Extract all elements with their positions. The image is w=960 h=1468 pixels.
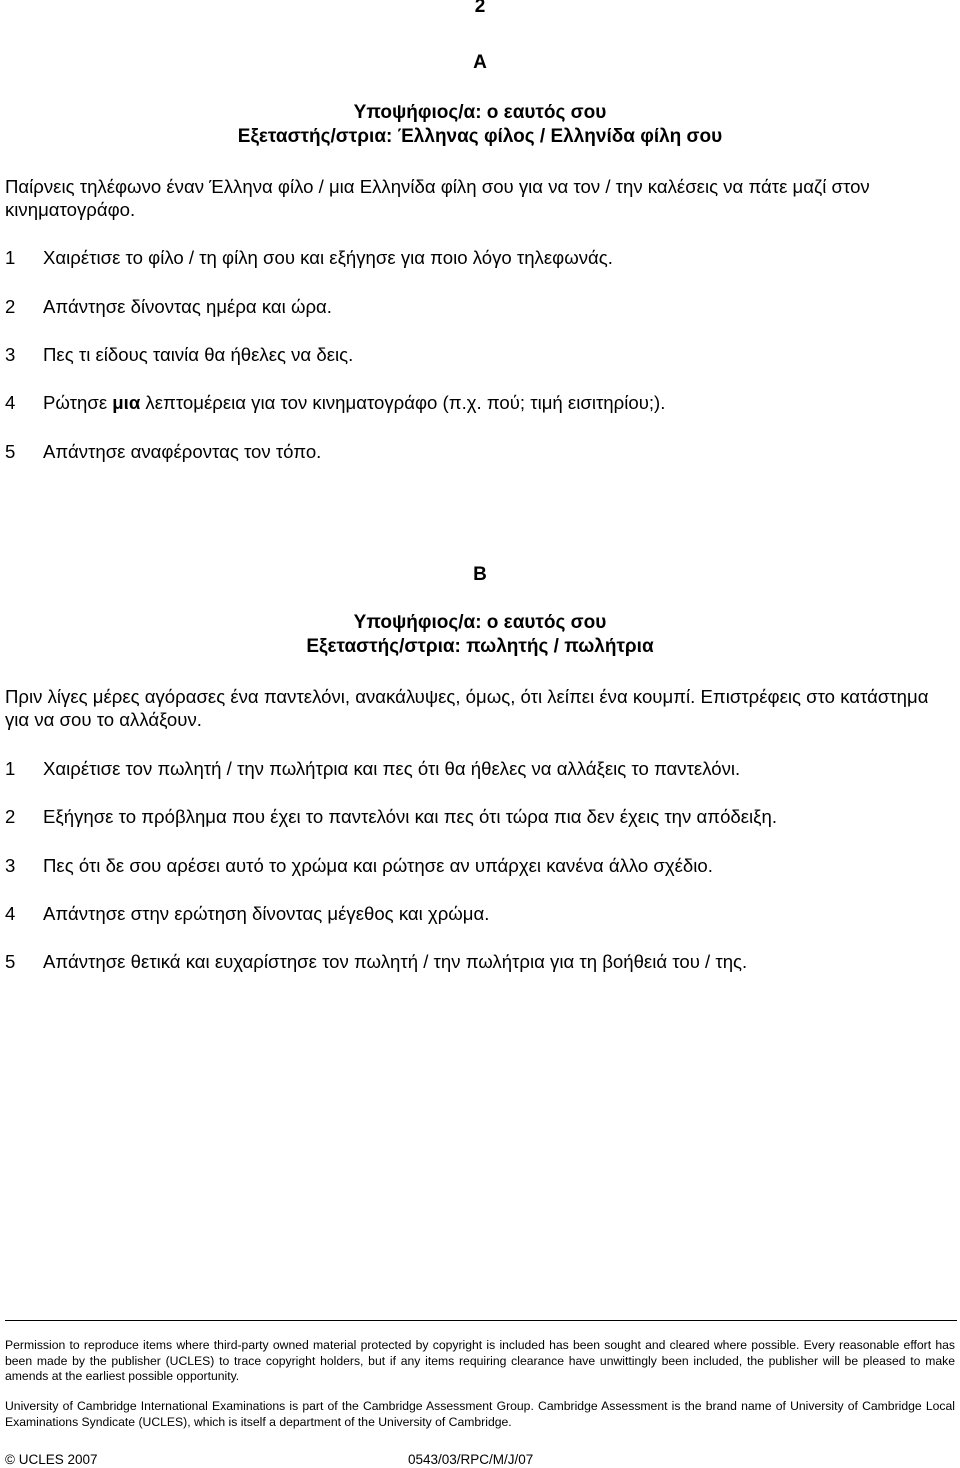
task-text: Χαιρέτισε τον πωλητή / την πωλήτρια και πες ότι θα ήθελες να αλλάξεις το παντελόνι. xyxy=(43,758,741,779)
task-number: 4 xyxy=(5,392,16,413)
section-b-intro: Πριν λίγες μέρες αγόρασες ένα παντελόνι, ανακάλυψες, όμως, ότι λείπει ένα κουμπί. Επιστρέφεις στο κατάστημα για να σου το αλλάξουν. xyxy=(5,686,929,730)
section-a-candidate-role: Υποψήφιος/α: ο εαυτός σου xyxy=(353,102,607,123)
task-number: 2 xyxy=(5,296,16,317)
task-text: Απάντησε στην ερώτηση δίνοντας μέγεθος και χρώμα. xyxy=(43,903,490,924)
section-a-task-1 xyxy=(5,246,955,270)
task-number: 5 xyxy=(5,441,16,462)
task-text: Απάντησε αναφέροντας τον τόπο. xyxy=(43,441,322,462)
section-a-examiner-role: Εξεταστής/στρια: Έλληνας φίλος / Ελληνίδα φίλη σου xyxy=(237,126,723,147)
footer-document-code: 0543/03/RPC/M/J/07 xyxy=(408,1452,534,1467)
footer-cambridge-notice: University of Cambridge International Examinations is part of the Cambridge Assessment Group. Cambridge Assessment is the brand name of University of Cambridge Local Examinations Syndicate (UCLES), which is itself a department of the University of Cambridge. xyxy=(5,1399,955,1429)
page-number: 2 xyxy=(474,0,486,17)
section-b-candidate-role: Υποψήφιος/α: ο εαυτός σου xyxy=(353,612,607,633)
section-a-task-5 xyxy=(5,440,955,464)
task-number: 3 xyxy=(5,344,16,365)
section-a-letter: A xyxy=(473,52,487,73)
task-text-before: Ρώτησε xyxy=(43,392,113,413)
section-b-task-3 xyxy=(5,854,955,878)
task-number: 1 xyxy=(5,758,16,779)
task-text: Απάντησε θετικά και ευχαρίστησε τον πωλητή / την πωλήτρια για τη βοήθειά του / της. xyxy=(43,951,748,972)
task-number: 5 xyxy=(5,951,16,972)
footer-permission-notice: Permission to reproduce items where third-party owned material protected by copyright is included has been sought and cleared where possible. Every reasonable effort has been made by the publisher (UCLES) to trace copyright holders, but if any items requiring clearance have unwittingly been included, the publisher will be pleased to make amends at the earliest possible opportunity. xyxy=(5,1338,955,1383)
section-a-task-4 xyxy=(5,391,955,415)
section-b-task-4 xyxy=(5,902,955,926)
section-b-task-5 xyxy=(5,950,955,974)
task-text: Πες τι είδους ταινία θα ήθελες να δεις. xyxy=(43,344,354,365)
section-a-task-3 xyxy=(5,343,955,367)
task-number: 2 xyxy=(5,806,16,827)
section-a-task-2 xyxy=(5,295,955,319)
task-text: Πες ότι δε σου αρέσει αυτό το χρώμα και ρώτησε αν υπάρχει κανένα άλλο σχέδιο. xyxy=(43,855,713,876)
section-b-task-2 xyxy=(5,805,955,829)
task-text: Χαιρέτισε το φίλο / τη φίλη σου και εξήγησε για ποιο λόγο τηλεφωνάς. xyxy=(43,247,613,268)
task-number: 4 xyxy=(5,903,16,924)
task-number: 3 xyxy=(5,855,16,876)
section-b-examiner-role: Εξεταστής/στρια: πωλητής / πωλήτρια xyxy=(306,636,654,657)
task-text: Απάντησε δίνοντας ημέρα και ώρα. xyxy=(43,296,332,317)
footer-copyright: © UCLES 2007 xyxy=(5,1452,98,1467)
footer-divider xyxy=(5,1320,957,1321)
section-a-intro: Παίρνεις τηλέφωνο έναν Έλληνα φίλο / μια Ελληνίδα φίλη σου για να τον / την καλέσεις να πάτε μαζί στον κινηματογράφο. xyxy=(5,176,870,220)
task-text: Εξήγησε το πρόβλημα που έχει το παντελόνι και πες ότι τώρα πια δεν έχεις την απόδειξη. xyxy=(43,806,778,827)
task-text-emphasis: μια xyxy=(112,392,141,413)
task-number: 1 xyxy=(5,247,16,268)
section-b-letter: B xyxy=(473,564,487,585)
section-b-task-1 xyxy=(5,757,955,781)
task-text-after: λεπτομέρεια για τον κινηματογράφο (π.χ. πού; τιμή εισιτηρίου;). xyxy=(140,392,666,413)
